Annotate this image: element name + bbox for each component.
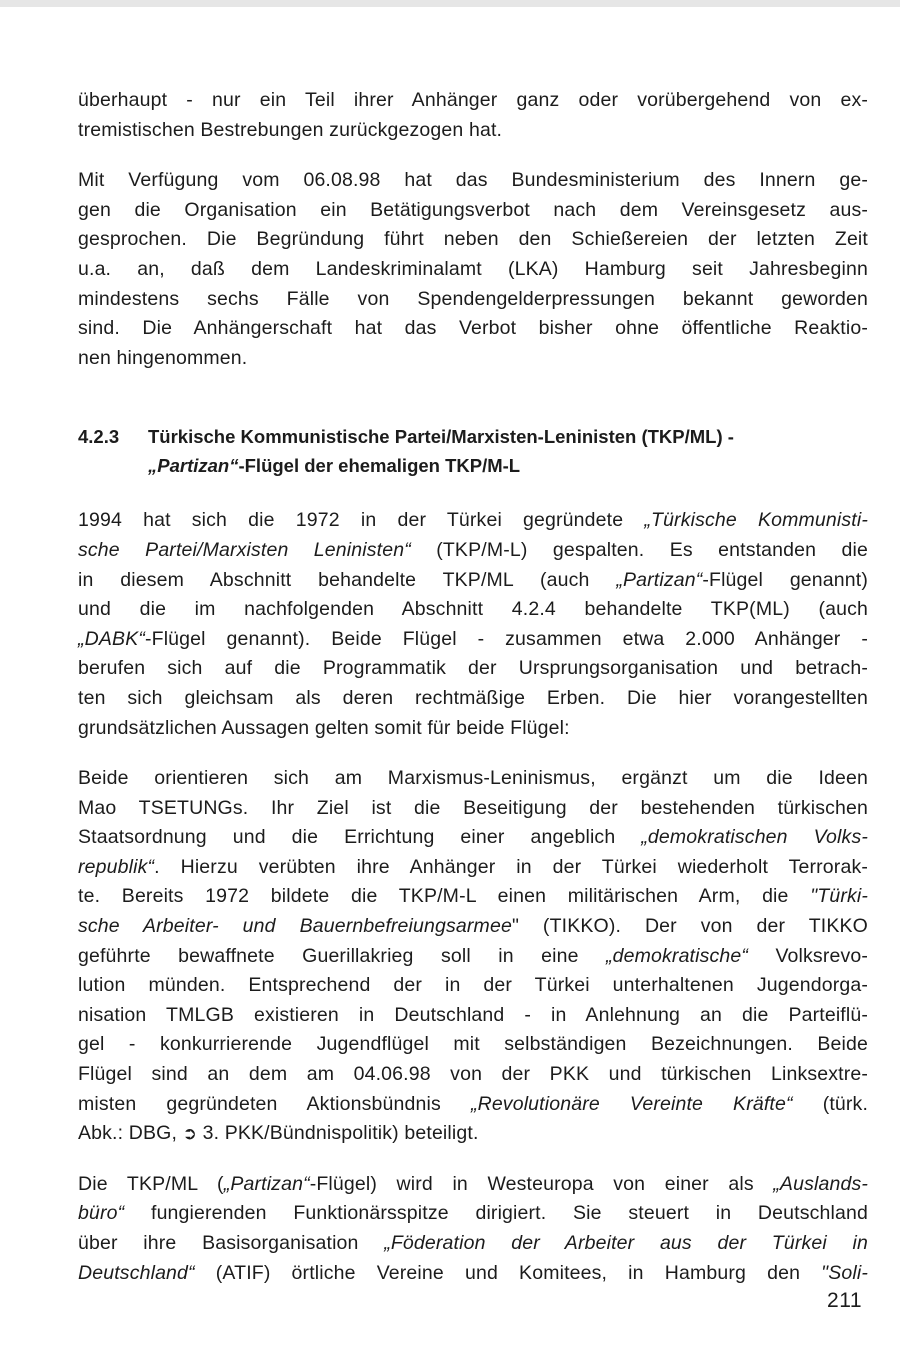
top-edge-shadow (0, 0, 900, 7)
text-line: 1994 hat sich die 1972 in der Türkei gegründete „Türkische Kommunisti- (78, 509, 868, 532)
text-line: Deutschland“ (ATIF) örtliche Vereine und Komitees, in Hamburg den "Soli- (78, 1261, 868, 1284)
text-line: ten sich gleichsam als deren rechtmäßige Erben. Die hier vorangestellten (78, 686, 868, 709)
text-line: lution münden. Entsprechend der in der Türkei unterhaltenen Jugendorga- (78, 974, 868, 997)
text-line: Abk.: DBG, ➲ 3. PKK/Bündnispolitik) beteiligt. (78, 1122, 479, 1145)
cross-reference-arrow-icon: ➲ (182, 1124, 198, 1144)
section-title-rest: -Flügel der ehemaligen TKP/M-L (238, 455, 521, 477)
text-line: gel - konkurrierende Jugendflügel mit selbständigen Bezeichnungen. Beide (78, 1033, 868, 1056)
page-number: 211 (827, 1289, 862, 1312)
text-line: über ihre Basisorganisation „Föderation der Arbeiter aus der Türkei in (78, 1232, 868, 1254)
paragraph-3 (78, 506, 868, 743)
text-line: sind. Die Anhängerschaft hat das Verbot bisher ohne öffentliche Reaktio- (78, 317, 868, 340)
text-line: berufen sich auf die Programmatik der Ursprungsorganisation und betrach- (78, 657, 868, 680)
text-line: nisation TMLGB existieren in Deutschland - in Anlehnung an die Parteiflü- (78, 1003, 868, 1026)
section-heading (78, 422, 868, 480)
text-line: gen die Organisation ein Betätigungsverbot nach dem Vereinsgesetz aus- (78, 198, 868, 221)
paragraph-2 (78, 166, 868, 373)
text-line: überhaupt - nur ein Teil ihrer Anhänger ganz oder vorübergehend von ex- (78, 89, 868, 111)
text-line: tremistischen Bestrebungen zurückgezogen hat. (78, 118, 503, 141)
section-title-line-1: Türkische Kommunistische Partei/Marxisten-Leninisten (TKP/ML) - (148, 426, 734, 448)
text-line: sche Partei/Marxisten Leninisten“ (TKP/M-L) gespalten. Es entstanden die (78, 538, 868, 561)
text-line: Staatsordnung und die Errichtung einer angeblich „demokratischen Volks- (78, 826, 868, 849)
section-title-italic: „Partizan“ (148, 455, 239, 477)
text-line: und die im nachfolgenden Abschnitt 4.2.4 behandelte TKP(ML) (auch (78, 598, 868, 621)
text-line: Flügel sind an dem am 04.06.98 von der PKK und türkischen Linksextre- (78, 1063, 868, 1086)
text-line: „DABK“-Flügel genannt). Beide Flügel - zusammen etwa 2.000 Anhänger - (78, 627, 868, 650)
text-line: Mao TSETUNGs. Ihr Ziel ist die Beseitigung der bestehenden türkischen (78, 796, 868, 819)
document-page (78, 86, 868, 1288)
paragraph-5 (78, 1170, 868, 1288)
text-line: te. Bereits 1972 bildete die TKP/M-L einen militärischen Arm, die "Türki- (78, 885, 868, 908)
text-line: gesprochen. Die Begründung führt neben den Schießereien der letzten Zeit (78, 228, 868, 251)
paragraph-1 (78, 86, 868, 145)
text-line: in diesem Abschnitt behandelte TKP/ML (auch „Partizan“-Flügel genannt) (78, 568, 868, 591)
text-line: misten gegründeten Aktionsbündnis „Revolutionäre Vereinte Kräfte“ (türk. (78, 1092, 869, 1115)
text-line: sche Arbeiter- und Bauernbefreiungsarmee" (TIKKO). Der von der TIKKO (78, 915, 869, 938)
paragraph-4 (78, 764, 868, 1149)
text-line: Die TKP/ML („Partizan“-Flügel) wird in Westeuropa von einer als „Auslands- (78, 1172, 868, 1195)
text-line: Beide orientieren sich am Marxismus-Leninismus, ergänzt um die Ideen (78, 767, 868, 790)
text-line: u.a. an, daß dem Landeskriminalamt (LKA) Hamburg seit Jahresbeginn (78, 257, 868, 280)
text-line: büro“ fungierenden Funktionärsspitze dirigiert. Sie steuert in Deutschland (78, 1202, 868, 1225)
section-number: 4.2.3 (78, 426, 120, 448)
section-title-line-2 (148, 451, 868, 480)
text-line: grundsätzlichen Aussagen gelten somit für beide Flügel: (78, 716, 570, 739)
text-line: geführte bewaffnete Guerillakrieg soll in eine „demokratische“ Volksrevo- (78, 944, 868, 967)
text-line: Mit Verfügung vom 06.08.98 hat das Bundesministerium des Innern ge- (78, 169, 868, 192)
text-line: mindestens sechs Fälle von Spendengelderpressungen bekannt geworden (78, 287, 868, 310)
text-line: republik“. Hierzu verübten ihre Anhänger in der Türkei wiederholt Terrorak- (78, 855, 868, 878)
text-line: nen hingenommen. (78, 346, 248, 369)
